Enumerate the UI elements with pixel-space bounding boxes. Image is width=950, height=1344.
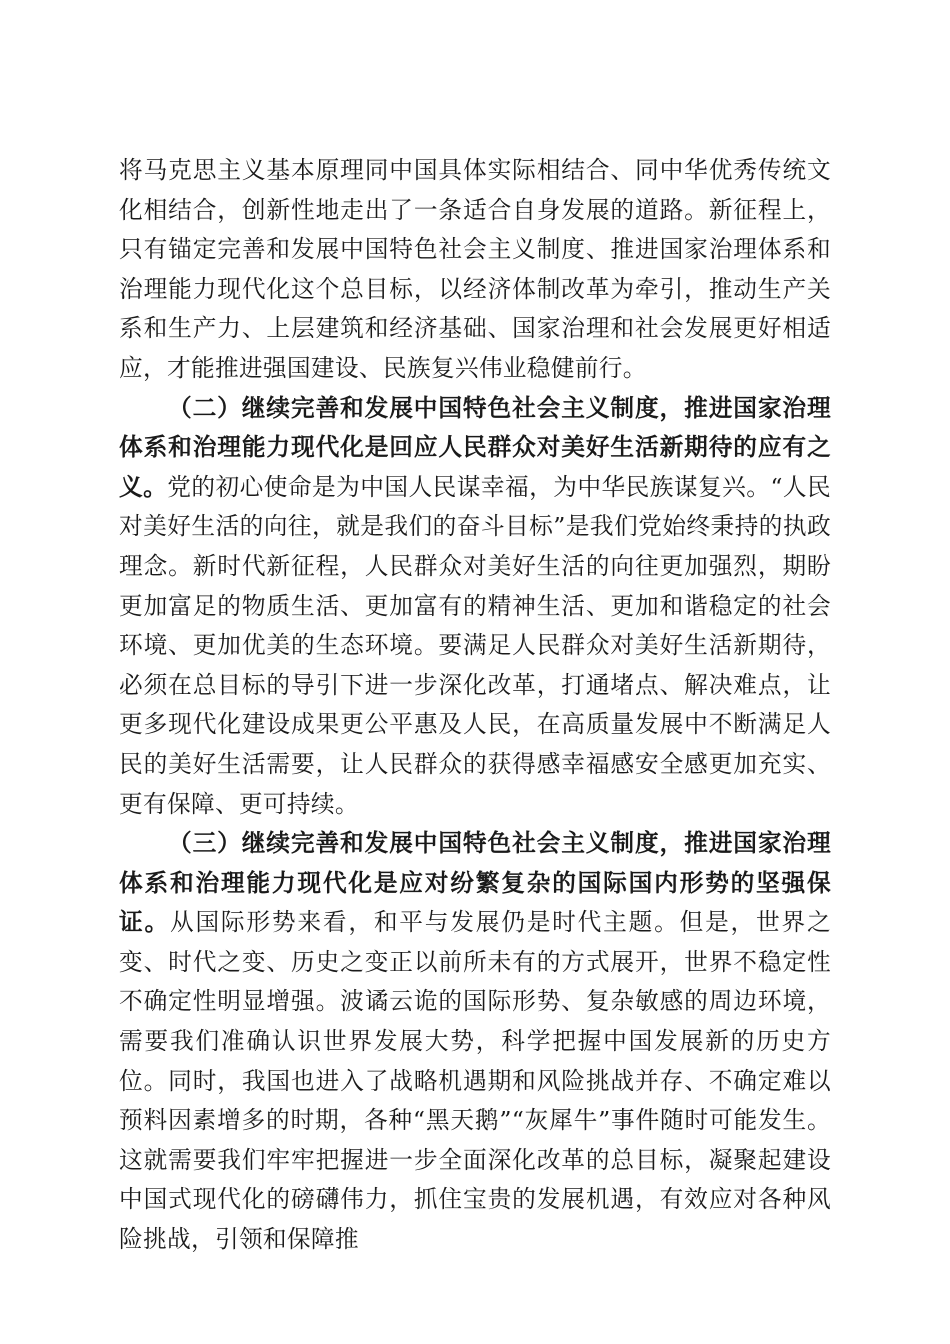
paragraph-2 [119, 389, 831, 825]
paragraph-3 [119, 824, 831, 1260]
paragraph-1 [119, 151, 831, 389]
paragraph-1-text: 将马克思主义基本原理同中国具体实际相结合、同中华优秀传统文化相结合，创新性地走出了一条适合自身发展的道路。新征程上，只有锚定完善和发展中国特色社会主义制度、推进国家治理体系和治理能力现代化这个总目标，以经济体制改革为牵引，推动生产关系和生产力、上层建筑和经济基础、国家治理和社会发展更好相适应，才能推进强国建设、民族复兴伟业稳健前行。 [119, 156, 831, 382]
paragraph-2-lead: （二）继续完善和发展中国特色社会主义制度，推进国家治理体系和治理能力现代化是回应人民群众对美好生活新期待的应有之义。 [119, 393, 831, 501]
paragraph-3-text: 从国际形势来看，和平与发展仍是时代主题。但是，世界之变、时代之变、历史之变正以前所未有的方式展开，世界不稳定性不确定性明显增强。波谲云诡的国际形势、复杂敏感的周边环境，需要我们准确认识世界发展大势，科学把握中国发展新的历史方位。同时，我国也进入了战略机遇期和风险挑战并存、不确定难以预料因素增多的时期，各种“黑天鹅”“灰犀牛”事件随时可能发生。这就需要我们牢牢把握进一步全面深化改革的总目标，凝聚起建设中国式现代化的磅礴伟力，抓住宝贵的发展机遇，有效应对各种风险挑战，引领和保障推 [119, 908, 831, 1254]
paragraph-2-text: 党的初心使命是为中国人民谋幸福，为中华民族谋复兴。“人民对美好生活的向往，就是我们的奋斗目标”是我们党始终秉持的执政理念。新时代新征程，人民群众对美好生活的向往更加强烈，期盼更加富足的物质生活、更加富有的精神生活、更加和谐稳定的社会环境、更加优美的生态环境。要满足人民群众对美好生活新期待，必须在总目标的导引下进一步深化改革，打通堵点、解决难点，让更多现代化建设成果更公平惠及人民，在高质量发展中不断满足人民的美好生活需要，让人民群众的获得感幸福感安全感更加充实、更有保障、更可持续。 [119, 472, 831, 818]
paragraph-3-lead: （三）继续完善和发展中国特色社会主义制度，推进国家治理体系和治理能力现代化是应对纷繁复杂的国际国内形势的坚强保证。 [119, 829, 831, 937]
body-text [119, 151, 831, 1260]
